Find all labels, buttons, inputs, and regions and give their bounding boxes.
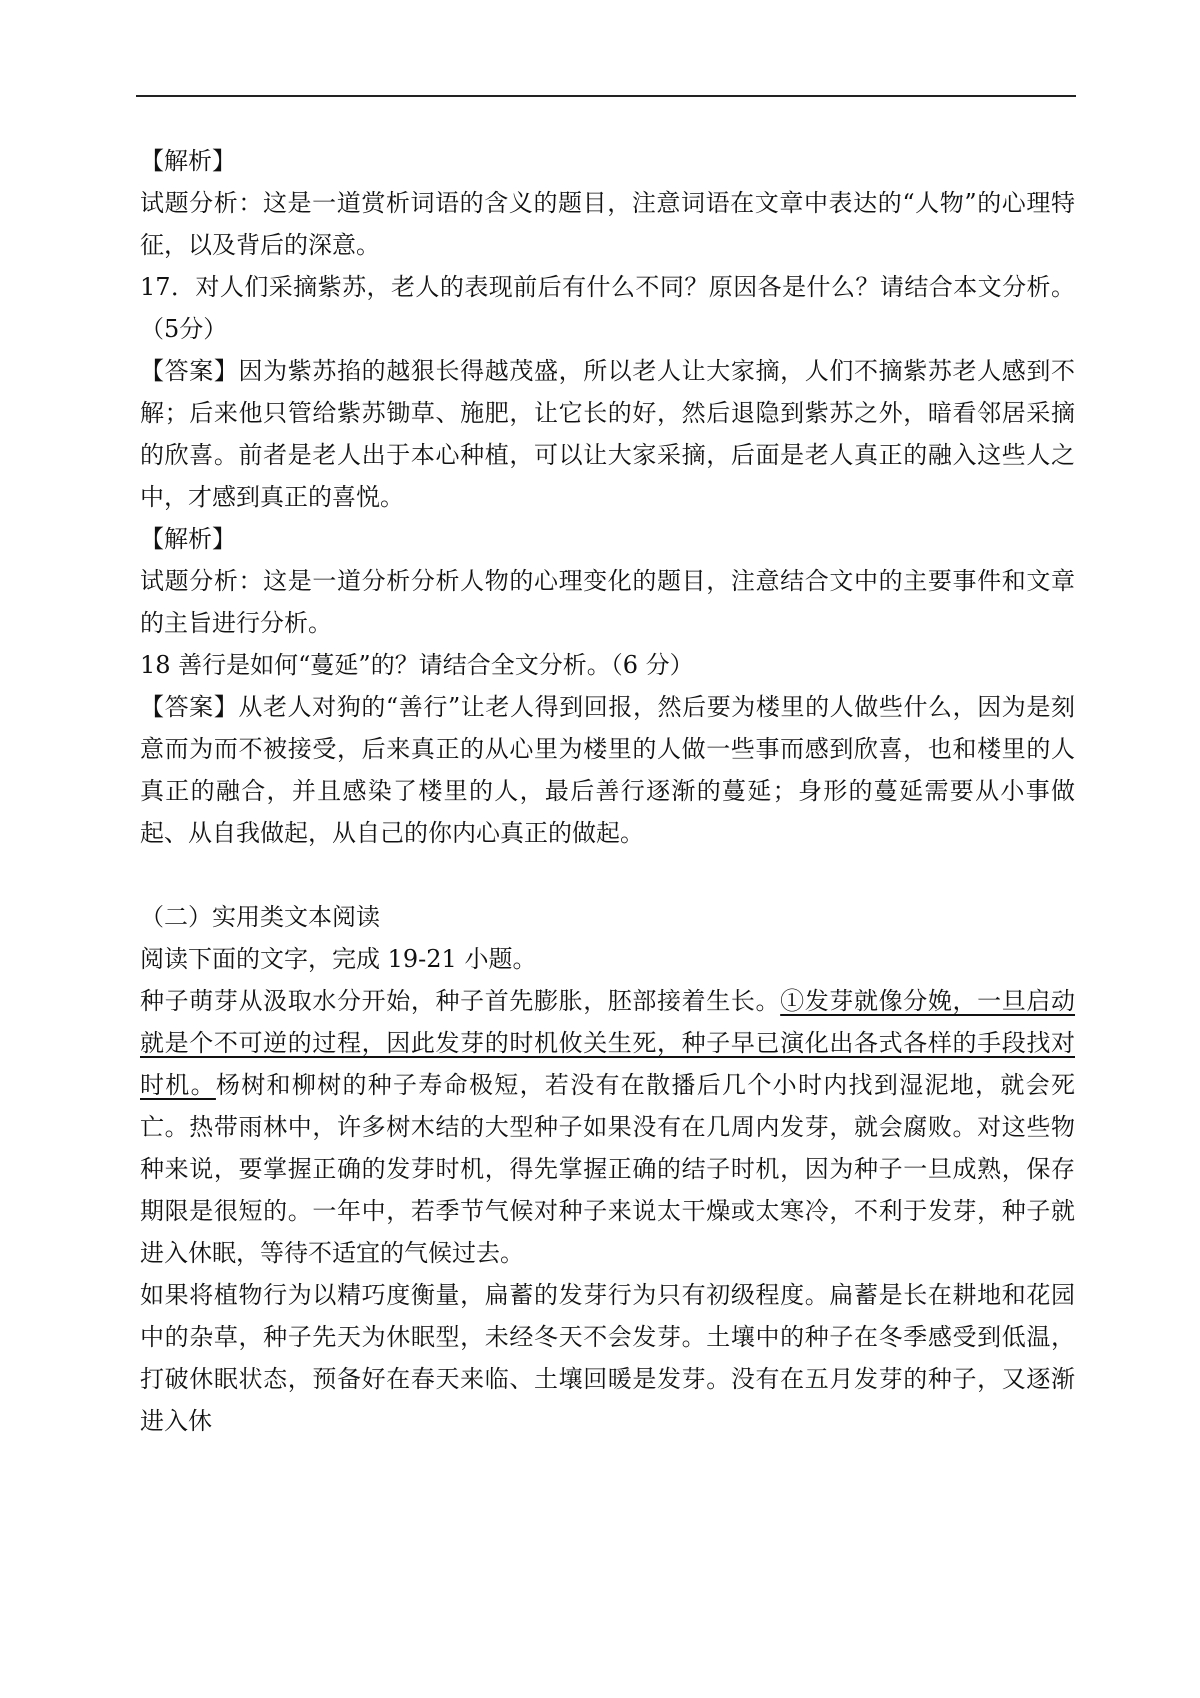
passage-text: 种子萌芽从汲取水分开始，种子首先膨胀，胚部接着生长。 — [140, 987, 781, 1015]
analysis-text: 试题分析：这是一道赏析词语的含义的题目，注意词语在文章中表达的“人物”的心理特征，以及背后的深意。 — [140, 189, 1075, 259]
document-body — [140, 140, 1075, 1442]
analysis-text: 试题分析：这是一道分析分析人物的心理变化的题目，注意结合文中的主要事件和文章的主旨进行分析。 — [140, 567, 1075, 637]
jiexi-heading: 【解析】 — [140, 525, 236, 553]
passage-text: 杨树和柳树的种子寿命极短，若没有在散播后几个小时内找到湿泥地，就会死亡。热带雨林中，许多树木结的大型种子如果没有在几周内发芽，就会腐败。对这些物种来说，要掌握正确的发芽时机，得先掌握正确的结子时机，因为种子一旦成熟，保存期限是很短的。一年中，若季节气候对种子来说太干燥或太寒冷，不利于发芽，种子就进入休眠，等待不适宜的气候过去。 — [140, 1071, 1076, 1267]
section-spacer — [140, 854, 1075, 896]
jiexi-heading: 【解析】 — [140, 147, 236, 175]
underlined-sentence: ①发芽就像分娩，一旦启动就是个不可逆的过程，因此发芽的时机攸关生死，种子早已演化出各式各样的手段找对时机。 — [140, 987, 1076, 1099]
answer-18: 【答案】从老人对狗的“善行”让老人得到回报，然后要为楼里的人做些什么，因为是刻意而为而不被接受，后来真正的从心里为楼里的人做一些事而感到欣喜，也和楼里的人真正的融合，并且感染了楼里的人，最后善行逐渐的蔓延；身形的蔓延需要从小事做起、从自我做起，从自己的你内心真正的做起。 — [140, 693, 1075, 847]
question-17: 17．对人们采摘紫苏，老人的表现前后有什么不同？原因各是什么？请结合本文分析。（5分） — [140, 273, 1075, 343]
passage-paragraph-2: 如果将植物行为以精巧度衡量，扁蓄的发芽行为只有初级程度。扁蓄是长在耕地和花园中的杂草，种子先天为休眠型，未经冬天不会发芽。土壤中的种子在冬季感受到低温，打破休眠状态，预备好在春天来临、土壤回暖是发芽。没有在五月发芽的种子，又逐渐进入休 — [140, 1281, 1075, 1435]
question-18: 18 善行是如何“蔓延”的？请结合全文分析。（6 分） — [140, 651, 694, 679]
answer-17: 【答案】因为紫苏掐的越狠长得越茂盛，所以老人让大家摘，人们不摘紫苏老人感到不解；后来他只管给紫苏锄草、施肥，让它长的好，然后退隐到紫苏之外，暗看邻居采摘的欣喜。前者是老人出于本心种植，可以让大家采摘，后面是老人真正的融入这些人之中，才感到真正的喜悦。 — [140, 357, 1075, 511]
reading-instruction: 阅读下面的文字，完成 19-21 小题。 — [140, 945, 537, 973]
section-heading: （二）实用类文本阅读 — [140, 903, 380, 931]
passage-paragraph-1 — [140, 980, 1075, 1274]
header-rule — [136, 95, 1076, 97]
